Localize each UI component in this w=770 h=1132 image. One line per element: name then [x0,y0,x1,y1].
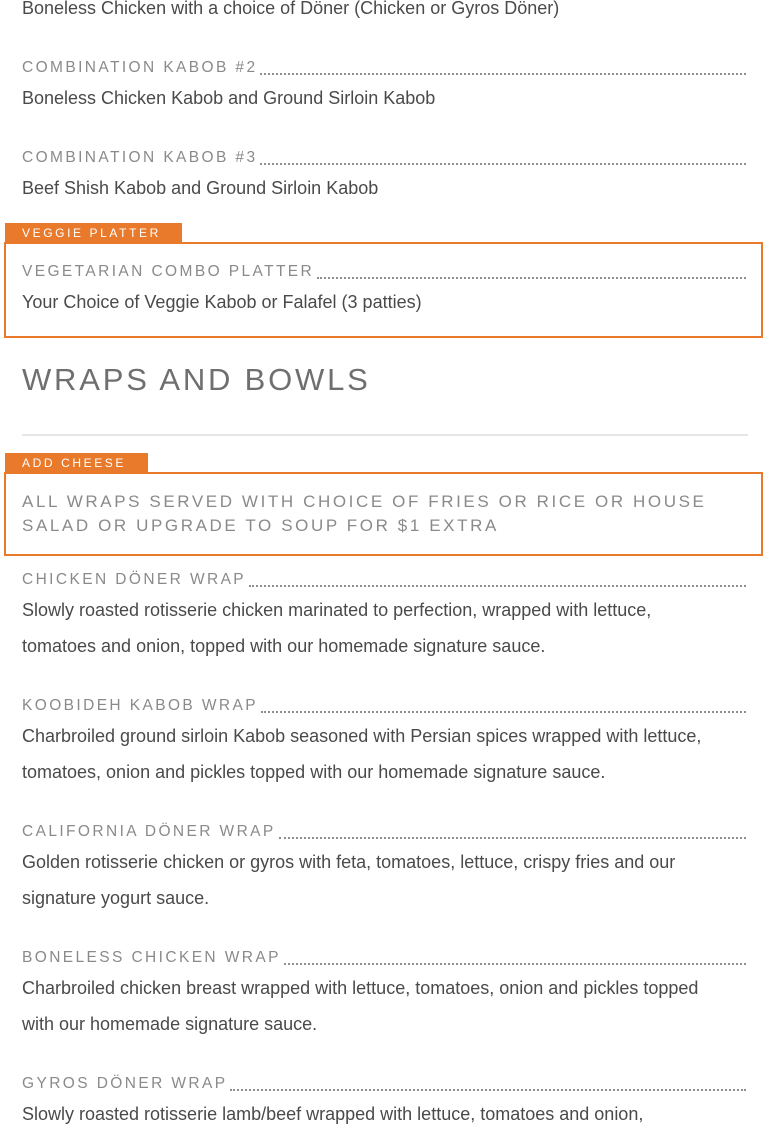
item-description: tomatoes, onion and pickles topped with our homemade signature sauce. [22,762,606,782]
item-name: KOOBIDEH KABOB WRAP [22,697,258,714]
dot-leader [279,837,746,839]
item-name: CALIFORNIA DÖNER WRAP [22,823,276,840]
dot-leader [260,163,746,165]
menu-item-chicken-doner-wrap [22,570,746,590]
section-title: WRAPS AND BOWLS [22,362,371,397]
item-name: COMBINATION KABOB #2 [22,59,258,76]
menu-item-combination-kabob-3 [22,148,746,168]
menu-item-boneless-chicken-wrap [22,948,746,968]
dot-leader [249,585,746,587]
item-name: BONELESS CHICKEN WRAP [22,949,281,966]
dot-leader [284,963,746,965]
item-name: COMBINATION KABOB #3 [22,149,258,166]
item-name: CHICKEN DÖNER WRAP [22,571,247,588]
dot-leader [261,711,746,713]
menu-item-vegetarian-combo-platter [22,262,746,282]
menu-item-california-doner-wrap [22,822,746,842]
menu-item-combination-kabob-2 [22,58,746,78]
item-description: Slowly roasted rotisserie chicken marinated to perfection, wrapped with lettuce, [22,600,652,620]
item-name: VEGETARIAN COMBO PLATTER [22,263,315,280]
item-description: Charbroiled chicken breast wrapped with lettuce, tomatoes, onion and pickles topped [22,978,699,998]
item-name: GYROS DÖNER WRAP [22,1075,228,1092]
item-description: Your Choice of Veggie Kabob or Falafel (3 patties) [22,292,422,312]
add-cheese-tag: ADD CHEESE [5,453,148,473]
dot-leader [317,277,746,279]
item-description: Golden rotisserie chicken or gyros with feta, tomatoes, lettuce, crispy fries and our [22,852,676,872]
item-description: Boneless Chicken Kabob and Ground Sirloin Kabob [22,88,436,108]
notice-line: ALL WRAPS SERVED WITH CHOICE OF FRIES OR RICE OR HOUSE [22,492,707,511]
item-description: Charbroiled ground sirloin Kabob seasoned with Persian spices wrapped with lettuce, [22,726,702,746]
veggie-platter-tag: VEGGIE PLATTER [5,223,182,243]
menu-item-koobideh-kabob-wrap [22,696,746,716]
dot-leader [230,1089,746,1091]
menu-item-gyros-doner-wrap [22,1074,746,1094]
item-description: Boneless Chicken with a choice of Döner (Chicken or Gyros Döner) [22,0,560,18]
wraps-notice [22,490,722,538]
dot-leader [260,73,746,75]
item-description: with our homemade signature sauce. [22,1014,318,1034]
item-description: tomatoes and onion, topped with our homemade signature sauce. [22,636,546,656]
section-divider [22,434,748,436]
item-description: signature yogurt sauce. [22,888,210,908]
item-description: Beef Shish Kabob and Ground Sirloin Kabob [22,178,379,198]
notice-line: SALAD OR UPGRADE TO SOUP FOR $1 EXTRA [22,516,499,535]
item-description: Slowly roasted rotisserie lamb/beef wrapped with lettuce, tomatoes and onion, [22,1104,644,1124]
